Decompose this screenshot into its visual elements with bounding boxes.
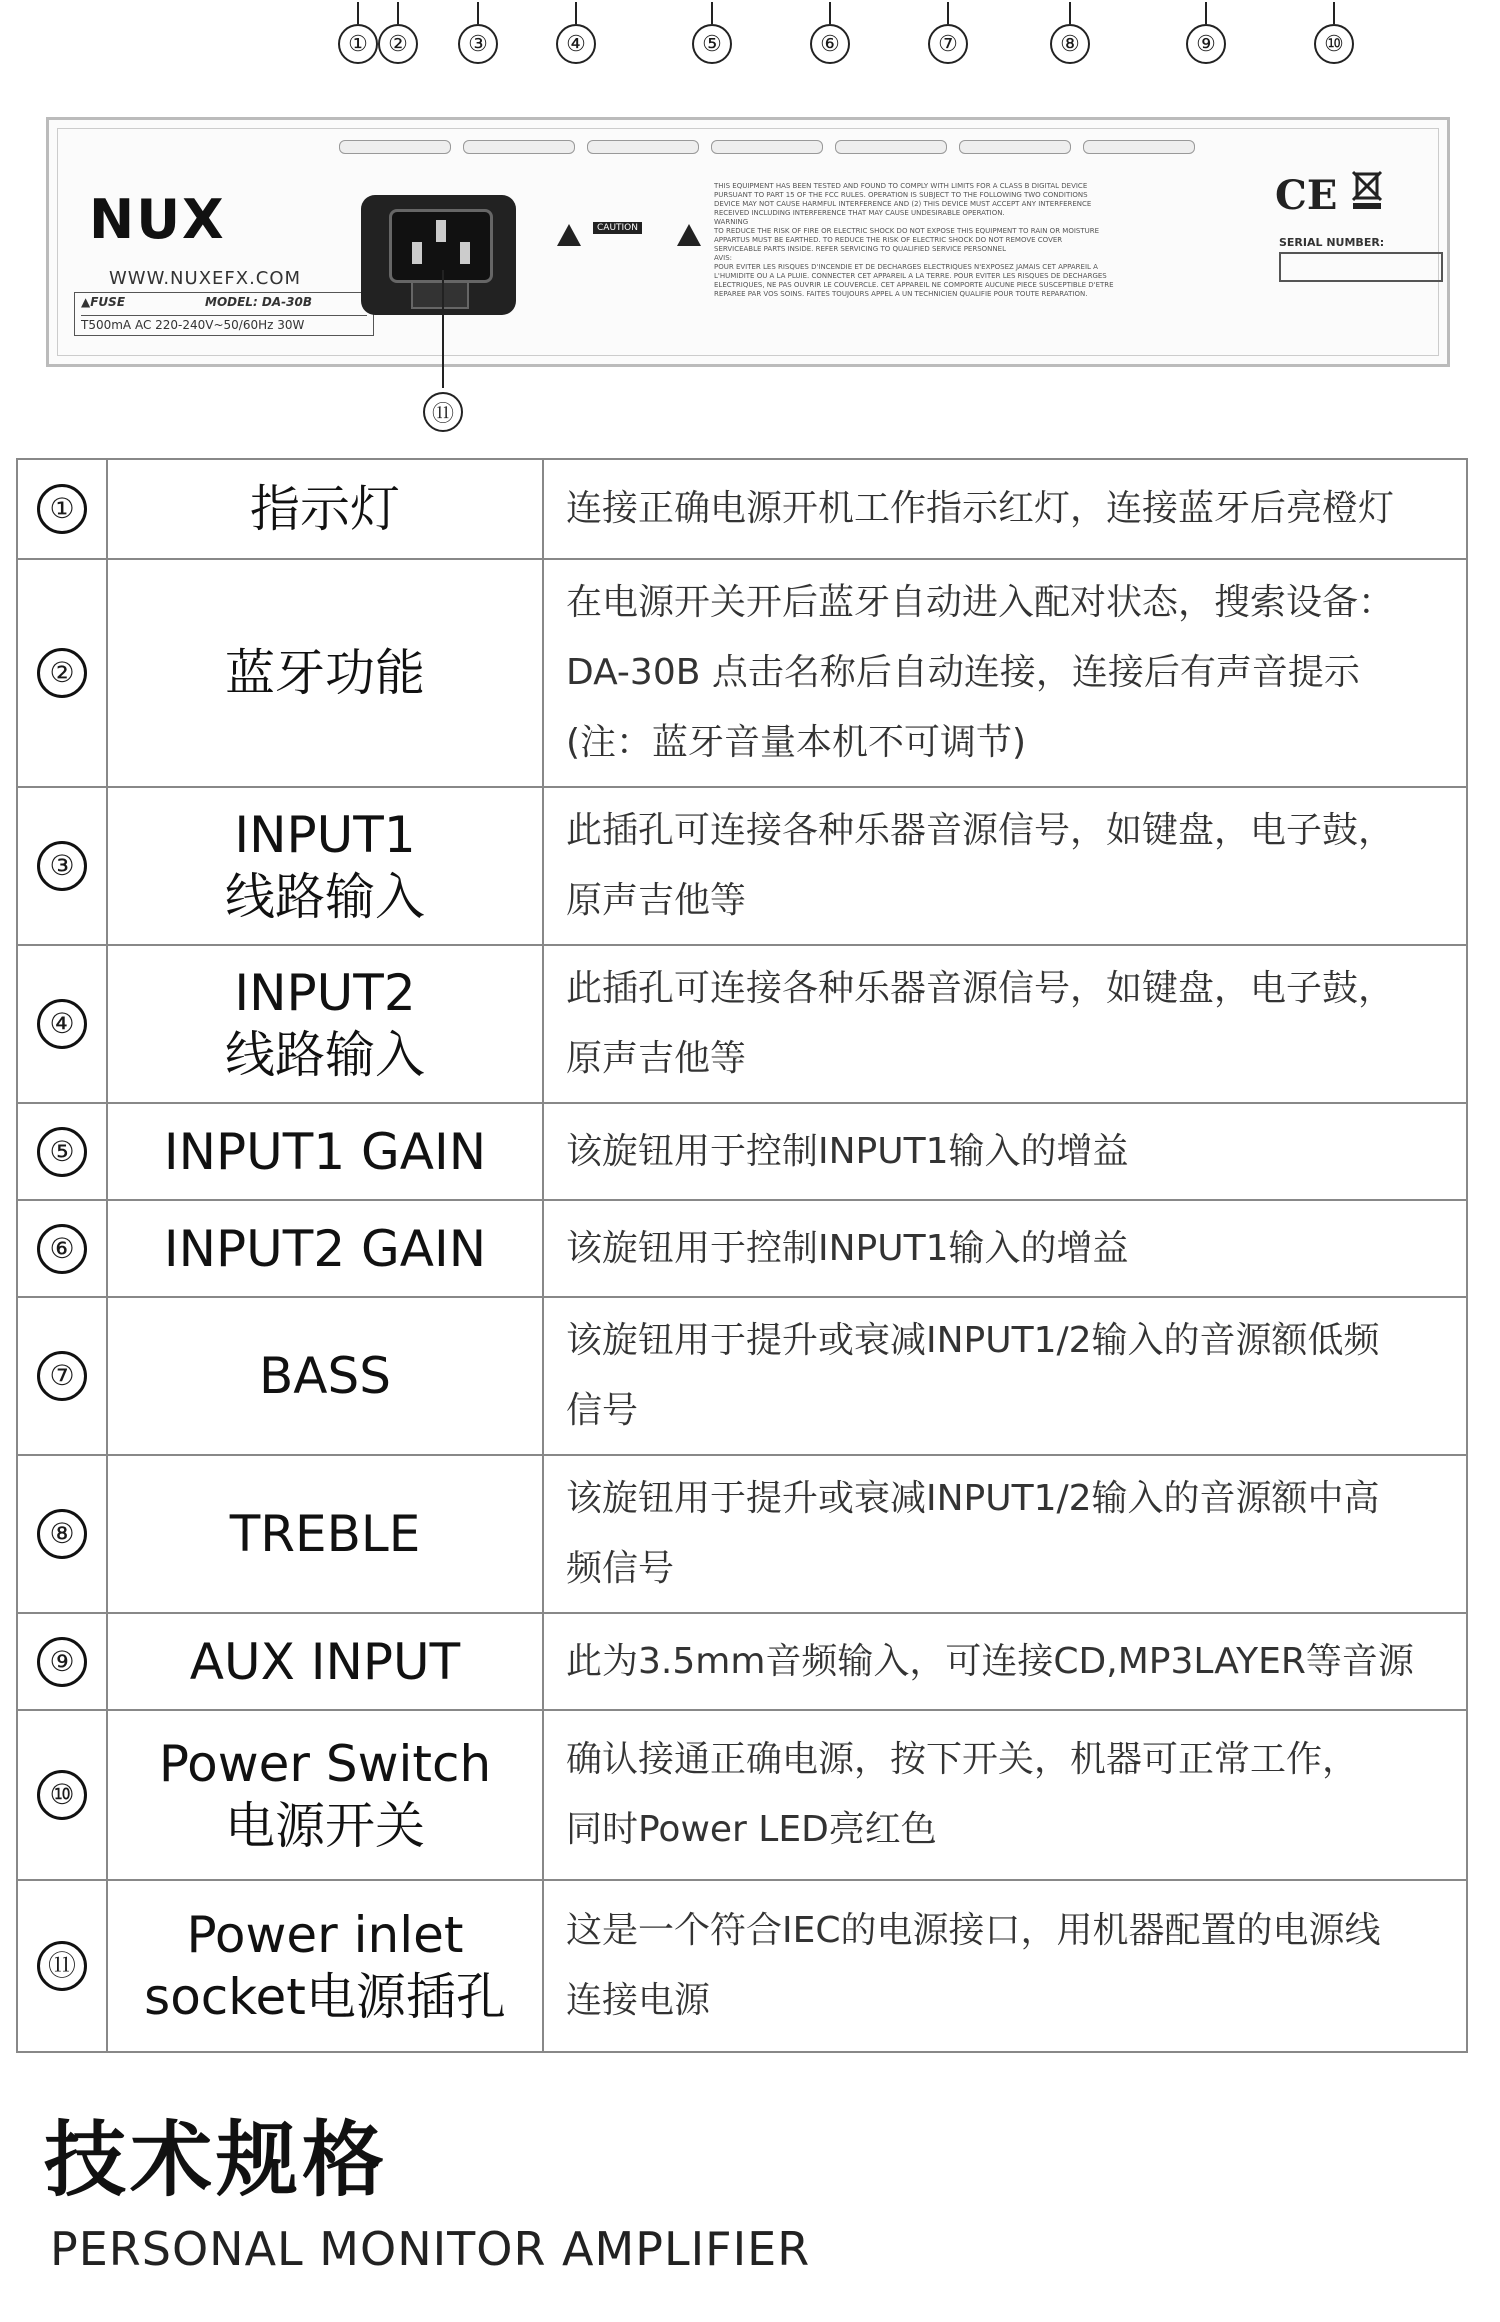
front-slots: [339, 140, 1239, 154]
table-row: [17, 1880, 1467, 2052]
feature-description-line: 在电源开关开后蓝牙自动进入配对状态，搜索设备：: [566, 582, 1395, 623]
feature-description: [543, 559, 1467, 787]
feature-description-line: 原声吉他等: [566, 880, 747, 921]
power-inlet-socket: [361, 195, 516, 315]
rear-panel: [46, 117, 1450, 367]
feature-description-line: 该旋钮用于控制INPUT1输入的增益: [566, 1227, 1129, 1269]
feature-name: [107, 1297, 543, 1455]
rear-panel-diagram: [0, 0, 1500, 440]
number-badge: ⑧: [37, 1509, 87, 1559]
feature-description: [543, 1297, 1467, 1455]
feature-description: [543, 945, 1467, 1103]
website-url: WWW.NUXEFX.COM: [109, 268, 302, 289]
feature-name-line: BASS: [259, 1347, 391, 1405]
feature-table: [16, 458, 1468, 2053]
row-number: [17, 1297, 107, 1455]
warning-icon: [677, 224, 701, 246]
feature-description: [543, 1200, 1467, 1297]
feature-name: [107, 1710, 543, 1880]
feature-name-line: INPUT1 GAIN: [163, 1122, 487, 1181]
regulatory-text: THIS EQUIPMENT HAS BEEN TESTED AND FOUND TO COMPLY WITH LIMITS FOR A CLASS B DIGITAL DEVICE PURSUANT TO PART 15 OF THE FCC RULES. OPERATION IS SUBJECT TO THE FOLLOWING TWO CONDITIONS DEVICE MAY NOT CAUSE HARMFUL INTERFERENCE AND (2) THIS DEVICE MUST ACCEPT ANY INTERFERENCE RECEIVED INCLUDING INTERFERENCE THAT MAY CAUSE UNDESIRABLE OPERATION. WARNING TO REDUCE THE RISK OF FIRE OR ELECTRIC SHOCK DO NOT EXPOSE THIS EQUIPMENT TO RAIN OR MOISTURE APPARTUS MUST BE EARTHED. TO REDUCE THE RISK OF ELECTRIC SHOCK DO NOT REMOVE COVER SERVICEABLE PARTS INSIDE. REFER SERVICING TO QUALIFIED SERVICE PERSONNEL AVIS: POUR EVITER LES RISQUES D'INCENDIE ET DE DECHARGES ELECTRIQUES N'EXPOSEZ JAMAIS CET APPAREIL A L'HUMIDITE OU A LA PLUIE. CONNECTER CET APPAREIL A LA TERRE. POUR EVITER LES RISQUES DE DECHARGES ELECTRIQUES, NE PAS OUVRIR LE COUVERCLE. CET APPAREIL NE COMPORTE AUCUNE PIECE SUSCEPTIBLE D'ETRE REPAREE PAR VOS SOINS. FAITES TOUJOURS APPEL A UN TECHNICIEN QUALIFIE POUR TOUTE REPARATION.: [714, 182, 1114, 298]
callout-3: ③: [458, 24, 498, 64]
row-number: [17, 1200, 107, 1297]
feature-description-line: 原声吉他等: [566, 1038, 747, 1079]
feature-description-line: 确认接通正确电源，按下开关，机器可正常工作，: [566, 1739, 1359, 1780]
feature-name: [107, 1103, 543, 1200]
table-row: [17, 1455, 1467, 1613]
feature-description-line: 该旋钮用于提升或衰减INPUT1/2输入的音源额中高: [566, 1478, 1380, 1519]
leader-line: [442, 270, 444, 388]
row-number: [17, 1613, 107, 1710]
table-row: [17, 1710, 1467, 1880]
feature-name: [107, 787, 543, 945]
table-row: [17, 559, 1467, 787]
row-number: [17, 1710, 107, 1880]
callout-1: ①: [338, 24, 378, 64]
number-badge: ⑨: [37, 1637, 87, 1687]
callout-row: [0, 18, 1500, 78]
row-number: [17, 1880, 107, 2052]
fuse-label: ▲FUSE: [81, 295, 126, 309]
callout-2: ②: [378, 24, 418, 64]
feature-description-line: 该旋钮用于提升或衰减INPUT1/2输入的音源额低频: [566, 1320, 1380, 1361]
feature-name-line: 指示灯: [250, 480, 400, 538]
feature-description-line: 连接正确电源开机工作指示红灯，连接蓝牙后亮橙灯: [566, 488, 1395, 529]
number-badge: ③: [37, 841, 87, 891]
feature-name-line: INPUT2 GAIN: [163, 1219, 487, 1278]
feature-description-line: 此插孔可连接各种乐器音源信号，如键盘，电子鼓，: [566, 810, 1395, 851]
row-number: [17, 945, 107, 1103]
serial-number-label: SERIAL NUMBER:: [1279, 236, 1385, 249]
table-row: [17, 459, 1467, 559]
feature-name: [107, 1455, 543, 1613]
row-number: [17, 1103, 107, 1200]
callout-11: ⑪: [423, 392, 463, 432]
ce-mark: CE: [1275, 172, 1338, 219]
feature-name-line: Power inlet: [186, 1906, 464, 1964]
rating-label: [74, 292, 374, 336]
model-label: MODEL: DA-30B: [205, 295, 312, 309]
fuse-holder-icon: [411, 281, 469, 309]
callout-4: ④: [556, 24, 596, 64]
row-number: [17, 1455, 107, 1613]
feature-name-line: socket电源插孔: [144, 1968, 506, 2026]
feature-description-line: 同时Power LED亮红色: [566, 1809, 937, 1850]
feature-description: [543, 1613, 1467, 1710]
feature-name: [107, 1200, 543, 1297]
feature-name-line: TREBLE: [229, 1505, 421, 1563]
feature-description-line: 此插孔可连接各种乐器音源信号，如键盘，电子鼓，: [566, 968, 1395, 1009]
feature-name-line: INPUT2: [234, 964, 416, 1022]
number-badge: ②: [37, 648, 87, 698]
feature-name-line: Power Switch: [158, 1735, 492, 1793]
section-subtitle: PERSONAL MONITOR AMPLIFIER: [50, 2222, 811, 2276]
table-row: [17, 945, 1467, 1103]
callout-9: ⑨: [1186, 24, 1226, 64]
number-badge: ⑩: [37, 1770, 87, 1820]
feature-name: [107, 559, 543, 787]
callout-5: ⑤: [692, 24, 732, 64]
feature-description: [543, 1103, 1467, 1200]
feature-name-line: INPUT1: [234, 806, 416, 864]
feature-description-line: 频信号: [566, 1548, 675, 1589]
feature-description: [543, 1880, 1467, 2052]
feature-name-line: 电源开关: [225, 1797, 425, 1855]
caution-block: [549, 220, 709, 250]
feature-name: [107, 459, 543, 559]
feature-name-line: 蓝牙功能: [225, 644, 425, 702]
feature-description-line: 这是一个符合IEC的电源接口，用机器配置的电源线: [566, 1910, 1381, 1951]
feature-description-line: 此为3.5mm音频输入，可连接CD,MP3LAYER等音源: [566, 1640, 1414, 1682]
feature-description-line: DA-30B 点击名称后自动连接，连接后有声音提示: [566, 652, 1360, 693]
feature-description-line: 信号: [566, 1390, 639, 1431]
callout-10: ⑩: [1314, 24, 1354, 64]
serial-number-box: [1279, 252, 1443, 282]
table-row: [17, 1297, 1467, 1455]
number-badge: ①: [37, 484, 87, 534]
nux-logo: NUX: [89, 188, 226, 251]
feature-name-line: 线路输入: [225, 1026, 425, 1084]
power-rating: T500mA AC 220-240V~50/60Hz 30W: [81, 315, 367, 332]
feature-description: [543, 459, 1467, 559]
feature-name: [107, 945, 543, 1103]
number-badge: ④: [37, 999, 87, 1049]
caution-label: CAUTION: [593, 222, 642, 234]
feature-name-line: AUX INPUT: [189, 1632, 461, 1691]
callout-6: ⑥: [810, 24, 850, 64]
row-number: [17, 459, 107, 559]
feature-description: [543, 787, 1467, 945]
number-badge: ⑥: [37, 1224, 87, 1274]
feature-description-line: 连接电源: [566, 1980, 711, 2021]
feature-description-line: (注：蓝牙音量本机不可调节): [566, 722, 1027, 763]
feature-description: [543, 1710, 1467, 1880]
feature-name: [107, 1613, 543, 1710]
callout-7: ⑦: [928, 24, 968, 64]
table-row: [17, 1613, 1467, 1710]
feature-name-line: 线路输入: [225, 868, 425, 926]
number-badge: ⑤: [37, 1127, 87, 1177]
table-row: [17, 787, 1467, 945]
feature-description-line: 该旋钮用于控制INPUT1输入的增益: [566, 1130, 1129, 1172]
weee-bin-icon: [1349, 166, 1385, 210]
iec-socket-icon: [389, 209, 493, 283]
number-badge: ⑪: [37, 1941, 87, 1991]
feature-description: [543, 1455, 1467, 1613]
warning-icon: [557, 224, 581, 246]
row-number: [17, 787, 107, 945]
table-row: [17, 1200, 1467, 1297]
number-badge: ⑦: [37, 1351, 87, 1401]
callout-8: ⑧: [1050, 24, 1090, 64]
row-number: [17, 559, 107, 787]
table-row: [17, 1103, 1467, 1200]
section-title: 技术规格: [44, 2113, 389, 2208]
feature-name: [107, 1880, 543, 2052]
